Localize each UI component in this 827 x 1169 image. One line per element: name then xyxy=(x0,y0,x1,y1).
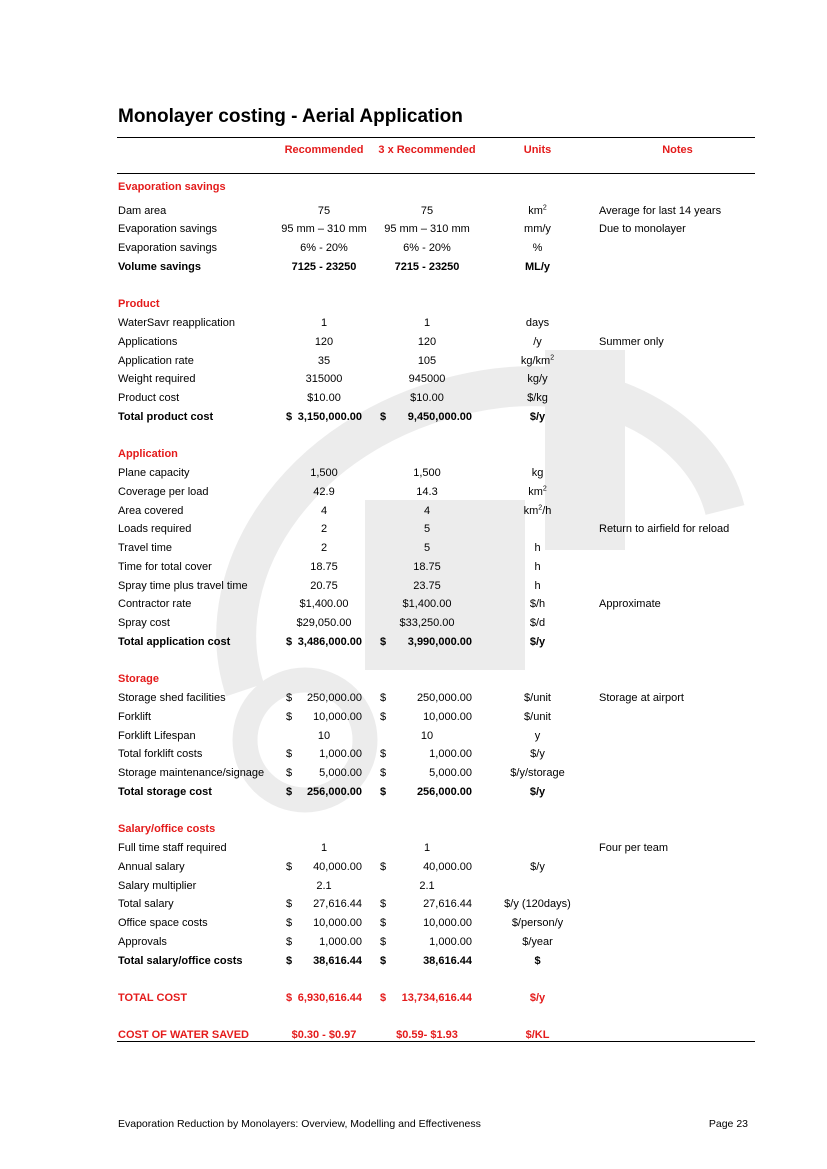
recommended-3x-value: 14.3 xyxy=(416,486,438,498)
recommended-3x-value: 18.75 xyxy=(413,561,441,573)
table-row xyxy=(0,879,827,895)
row-notes: Summer only xyxy=(599,336,664,348)
recommended-value: 75 xyxy=(317,205,331,217)
row-label: Evaporation savings xyxy=(118,223,218,235)
row-label: Loads required xyxy=(118,523,192,535)
units-superscript: 2 xyxy=(542,204,547,212)
recommended-3x-value: 75 xyxy=(420,205,434,217)
recommended-3x-currency: $ xyxy=(380,936,387,948)
table-row xyxy=(0,616,827,632)
units-superscript: 2 xyxy=(538,504,543,512)
recommended-value: 1,500 xyxy=(310,467,338,479)
units-cell xyxy=(495,729,580,743)
recommended-3x-value: $10.00 xyxy=(410,392,444,404)
row-label: Applications xyxy=(118,336,178,348)
row-label: Salary multiplier xyxy=(118,880,197,892)
table-row xyxy=(0,241,827,257)
recommended-3x-value: 1,000.00 xyxy=(429,936,472,948)
units-text: $/y xyxy=(529,992,546,1004)
units-text: $/KL xyxy=(525,1029,550,1041)
header-notes: Notes xyxy=(662,144,693,156)
units-superscript: 2 xyxy=(550,354,555,362)
recommended-3x-value: 3,990,000.00 xyxy=(407,636,472,648)
units-text: km xyxy=(523,505,539,517)
units-cell xyxy=(495,991,580,1005)
table-row xyxy=(0,541,827,557)
recommended-3x-currency: $ xyxy=(380,636,387,648)
row-label: Storage shed facilities xyxy=(118,692,226,704)
units-cell xyxy=(495,1028,580,1042)
row-label: Total forklift costs xyxy=(118,748,203,760)
units-cell xyxy=(495,616,580,630)
row-label: Approvals xyxy=(118,936,167,948)
units-superscript: 2 xyxy=(542,485,547,493)
units-text: h xyxy=(534,561,541,573)
row-notes: Due to monolayer xyxy=(599,223,686,235)
units-cell xyxy=(495,316,580,330)
table-row xyxy=(0,841,827,857)
table-row xyxy=(0,691,827,707)
recommended-value: 7125 - 23250 xyxy=(291,261,357,273)
table-row xyxy=(0,747,827,763)
row-label: Coverage per load xyxy=(118,486,209,498)
table-row xyxy=(0,335,827,351)
recommended-3x-currency: $ xyxy=(380,861,387,873)
units-cell xyxy=(495,597,580,611)
row-label: Total salary xyxy=(118,898,174,910)
recommended-3x-value: 1,500 xyxy=(413,467,441,479)
table-row xyxy=(0,916,827,932)
units-text: days xyxy=(525,317,550,329)
recommended-3x-value: 27,616.44 xyxy=(423,898,472,910)
row-label: Product cost xyxy=(118,392,180,404)
recommended-3x-value: $33,250.00 xyxy=(399,617,455,629)
row-label: Total storage cost xyxy=(118,786,212,798)
units-text: $/d xyxy=(529,617,546,629)
section-heading-label: Application xyxy=(118,448,178,460)
recommended-value: 6% - 20% xyxy=(300,242,348,254)
units-text: mm/y xyxy=(524,223,551,235)
recommended-3x-value: 250,000.00 xyxy=(416,692,472,704)
row-label: Office space costs xyxy=(118,917,208,929)
recommended-value: 1,000.00 xyxy=(319,936,362,948)
recommended-value: 10,000.00 xyxy=(313,917,362,929)
row-notes: Approximate xyxy=(599,598,661,610)
units-text: $/y xyxy=(529,636,546,648)
table-row xyxy=(0,597,827,613)
units-text: km xyxy=(528,486,543,498)
units-text: $/y (120days) xyxy=(504,898,571,910)
recommended-3x-value: 4 xyxy=(423,505,431,517)
units-text: kg/y xyxy=(527,373,548,385)
row-label: Annual salary xyxy=(118,861,185,873)
units-cell xyxy=(495,410,580,424)
row-notes: Four per team xyxy=(599,842,669,854)
table-row xyxy=(0,504,827,520)
recommended-3x-value: 105 xyxy=(417,355,437,367)
recommended-value: 120 xyxy=(314,336,334,348)
units-cell xyxy=(495,766,580,780)
units-suffix: /h xyxy=(542,505,552,517)
units-cell xyxy=(495,485,580,499)
row-label: Total salary/office costs xyxy=(118,955,243,967)
units-text: $/y xyxy=(529,411,546,423)
recommended-value: 38,616.44 xyxy=(313,955,362,967)
units-text: h xyxy=(534,542,541,554)
table-row xyxy=(0,485,827,501)
units-text: kg xyxy=(531,467,544,479)
recommended-value: $10.00 xyxy=(307,392,341,404)
row-notes: Storage at airport xyxy=(599,692,684,704)
recommended-3x-value: 23.75 xyxy=(413,580,441,592)
units-cell xyxy=(495,897,580,911)
recommended-3x-value: 945000 xyxy=(408,373,446,385)
recommended-3x-currency: $ xyxy=(380,411,387,423)
section-heading-evaporation xyxy=(0,180,827,196)
recommended-3x-value: 120 xyxy=(417,336,437,348)
recommended-value: 3,150,000.00 xyxy=(297,411,362,423)
recommended-value: 95 mm – 310 mm xyxy=(281,223,367,235)
recommended-value: 2.1 xyxy=(316,880,332,892)
recommended-currency: $ xyxy=(286,917,293,929)
table-row xyxy=(0,785,827,801)
recommended-value: 35 xyxy=(317,355,331,367)
row-label: Volume savings xyxy=(118,261,201,273)
units-cell xyxy=(495,466,580,480)
recommended-3x-value: 10,000.00 xyxy=(423,917,472,929)
units-text: % xyxy=(532,242,543,254)
units-cell xyxy=(495,504,580,518)
units-cell xyxy=(495,785,580,799)
section-heading-salary xyxy=(0,822,827,838)
recommended-3x-value: 1,000.00 xyxy=(429,748,472,760)
recommended-value: 1 xyxy=(320,317,328,329)
units-cell xyxy=(495,954,580,968)
section-heading-storage xyxy=(0,672,827,688)
recommended-value: 2 xyxy=(320,523,328,535)
units-cell xyxy=(495,635,580,649)
units-text: $/y xyxy=(530,748,545,760)
row-label: Time for total cover xyxy=(118,561,212,573)
recommended-3x-value: 10 xyxy=(420,730,434,742)
table-row xyxy=(0,466,827,482)
recommended-3x-value: 10,000.00 xyxy=(423,711,472,723)
header-units: Units xyxy=(523,144,552,156)
page-title: Monolayer costing - Aerial Application xyxy=(118,106,463,127)
table-row xyxy=(0,354,827,370)
header-3x-recommended: 3 x Recommended xyxy=(378,144,476,156)
recommended-3x-value: 7215 - 23250 xyxy=(394,261,460,273)
top-rule xyxy=(117,137,755,138)
row-label: Contractor rate xyxy=(118,598,192,610)
table-row xyxy=(0,372,827,388)
table-row xyxy=(0,766,827,782)
units-text: $/person/y xyxy=(511,917,564,929)
recommended-3x-value: 13,734,616.44 xyxy=(401,992,472,1004)
header-rule xyxy=(117,173,755,174)
recommended-currency: $ xyxy=(286,898,293,910)
recommended-3x-value: 40,000.00 xyxy=(423,861,472,873)
section-heading-label: Salary/office costs xyxy=(118,823,216,835)
table-row xyxy=(0,991,827,1007)
row-label: Full time staff required xyxy=(118,842,227,854)
row-notes: Average for last 14 years xyxy=(599,205,722,217)
units-text: $/y xyxy=(529,786,546,798)
recommended-value: 40,000.00 xyxy=(313,861,362,873)
row-label: Dam area xyxy=(118,205,167,217)
recommended-3x-currency: $ xyxy=(380,767,387,779)
row-label: Spray time plus travel time xyxy=(118,580,248,592)
units-text: kg/km xyxy=(520,355,551,367)
recommended-3x-value: 5 xyxy=(423,523,431,535)
units-cell xyxy=(495,222,580,236)
units-text: $ xyxy=(534,955,541,967)
recommended-3x-value: 38,616.44 xyxy=(423,955,472,967)
recommended-3x-value: 9,450,000.00 xyxy=(407,411,472,423)
table-row xyxy=(0,635,827,651)
row-label: Total application cost xyxy=(118,636,231,648)
recommended-value: 27,616.44 xyxy=(313,898,362,910)
table-row xyxy=(0,204,827,220)
table-row xyxy=(0,935,827,951)
recommended-3x-value: 5 xyxy=(423,542,431,554)
recommended-value: 250,000.00 xyxy=(306,692,362,704)
units-cell xyxy=(495,335,580,349)
recommended-currency: $ xyxy=(286,955,293,967)
units-cell xyxy=(495,916,580,930)
units-text: y xyxy=(534,730,541,742)
recommended-3x-currency: $ xyxy=(380,711,387,723)
recommended-value: 6,930,616.44 xyxy=(297,992,362,1004)
recommended-value: 1 xyxy=(320,842,328,854)
footer-text: Evaporation Reduction by Monolayers: Overview, Modelling and Effectiveness xyxy=(118,1118,481,1130)
recommended-currency: $ xyxy=(286,786,293,798)
row-label: Storage maintenance/signage xyxy=(118,767,265,779)
recommended-value: 2 xyxy=(320,542,328,554)
recommended-3x-value: 1 xyxy=(423,317,431,329)
units-text: $/h xyxy=(529,598,546,610)
row-label: Travel time xyxy=(118,542,172,554)
row-label: Weight required xyxy=(118,373,196,385)
table-row xyxy=(0,897,827,913)
table-row xyxy=(0,391,827,407)
row-label: Spray cost xyxy=(118,617,170,629)
units-text: ML/y xyxy=(524,261,551,273)
recommended-3x-value: 6% - 20% xyxy=(403,242,451,254)
units-text: $/kg xyxy=(527,392,548,404)
section-heading-application xyxy=(0,447,827,463)
recommended-3x-currency: $ xyxy=(380,692,387,704)
recommended-value: 18.75 xyxy=(310,561,338,573)
recommended-3x-currency: $ xyxy=(380,748,387,760)
units-text: $/y xyxy=(530,861,545,873)
recommended-3x-value: $0.59- $1.93 xyxy=(396,1029,458,1041)
recommended-3x-currency: $ xyxy=(380,917,387,929)
row-label: Evaporation savings xyxy=(118,242,218,254)
table-row xyxy=(0,522,827,538)
section-heading-product xyxy=(0,297,827,313)
table-row xyxy=(0,410,827,426)
recommended-3x-value: $1,400.00 xyxy=(402,598,452,610)
recommended-value: 42.9 xyxy=(313,486,335,498)
table-row xyxy=(0,560,827,576)
units-cell xyxy=(495,579,580,593)
recommended-currency: $ xyxy=(286,992,293,1004)
recommended-3x-value: 5,000.00 xyxy=(429,767,472,779)
recommended-3x-value: 1 xyxy=(423,842,431,854)
recommended-currency: $ xyxy=(286,692,293,704)
units-cell xyxy=(495,372,580,386)
units-cell xyxy=(495,560,580,574)
row-label: COST OF WATER SAVED xyxy=(118,1029,249,1041)
row-label: WaterSavr reapplication xyxy=(118,317,235,329)
recommended-value: 5,000.00 xyxy=(319,767,362,779)
table-row xyxy=(0,316,827,332)
table-row xyxy=(0,222,827,238)
recommended-value: 315000 xyxy=(305,373,343,385)
units-text: km xyxy=(528,205,543,217)
units-cell xyxy=(495,391,580,405)
recommended-3x-currency: $ xyxy=(380,992,387,1004)
units-text: h xyxy=(534,580,541,592)
row-label: Forklift Lifespan xyxy=(118,730,196,742)
row-label: Application rate xyxy=(118,355,194,367)
row-label: Area covered xyxy=(118,505,184,517)
recommended-value: 256,000.00 xyxy=(306,786,362,798)
units-cell xyxy=(495,691,580,705)
row-label: TOTAL COST xyxy=(118,992,188,1004)
recommended-3x-currency: $ xyxy=(380,955,387,967)
recommended-3x-currency: $ xyxy=(380,898,387,910)
table-row xyxy=(0,729,827,745)
recommended-3x-currency: $ xyxy=(380,786,387,798)
units-text: /y xyxy=(533,336,542,348)
table-row xyxy=(0,954,827,970)
row-label: Total product cost xyxy=(118,411,214,423)
recommended-value: 1,000.00 xyxy=(319,748,362,760)
recommended-value: 3,486,000.00 xyxy=(297,636,362,648)
recommended-currency: $ xyxy=(286,711,293,723)
recommended-value: 20.75 xyxy=(310,580,338,592)
recommended-currency: $ xyxy=(286,861,293,873)
recommended-value: $1,400.00 xyxy=(299,598,349,610)
row-label: Plane capacity xyxy=(118,467,190,479)
row-label: Forklift xyxy=(118,711,151,723)
units-cell xyxy=(495,860,580,874)
recommended-currency: $ xyxy=(286,936,293,948)
recommended-currency: $ xyxy=(286,411,293,423)
recommended-value: 4 xyxy=(320,505,328,517)
header-recommended: Recommended xyxy=(284,144,364,156)
table-row xyxy=(0,860,827,876)
units-cell xyxy=(495,260,580,274)
units-cell xyxy=(495,354,580,368)
units-cell xyxy=(495,935,580,949)
bottom-rule xyxy=(117,1041,755,1042)
units-text: $/year xyxy=(522,936,553,948)
table-row xyxy=(0,260,827,276)
units-cell xyxy=(495,241,580,255)
row-notes: Return to airfield for reload xyxy=(599,523,730,535)
units-text: $/unit xyxy=(524,711,551,723)
recommended-currency: $ xyxy=(286,748,293,760)
recommended-value: 10,000.00 xyxy=(313,711,362,723)
units-cell xyxy=(495,710,580,724)
table-row xyxy=(0,710,827,726)
units-cell xyxy=(495,747,580,761)
units-text: $/unit xyxy=(524,692,551,704)
recommended-value: $29,050.00 xyxy=(296,617,352,629)
table-row xyxy=(0,579,827,595)
units-cell xyxy=(495,541,580,555)
units-text: $/y/storage xyxy=(510,767,565,779)
recommended-currency: $ xyxy=(286,636,293,648)
recommended-3x-value: 256,000.00 xyxy=(416,786,472,798)
recommended-3x-value: 95 mm – 310 mm xyxy=(384,223,470,235)
recommended-3x-value: 2.1 xyxy=(419,880,435,892)
recommended-currency: $ xyxy=(286,767,293,779)
page-number: Page 23 xyxy=(708,1118,748,1130)
units-cell xyxy=(495,204,580,218)
section-heading-label: Evaporation savings xyxy=(118,181,226,193)
recommended-value: 10 xyxy=(317,730,331,742)
section-heading-label: Storage xyxy=(118,673,159,685)
section-heading-label: Product xyxy=(118,298,160,310)
recommended-value: $0.30 - $0.97 xyxy=(291,1029,357,1041)
